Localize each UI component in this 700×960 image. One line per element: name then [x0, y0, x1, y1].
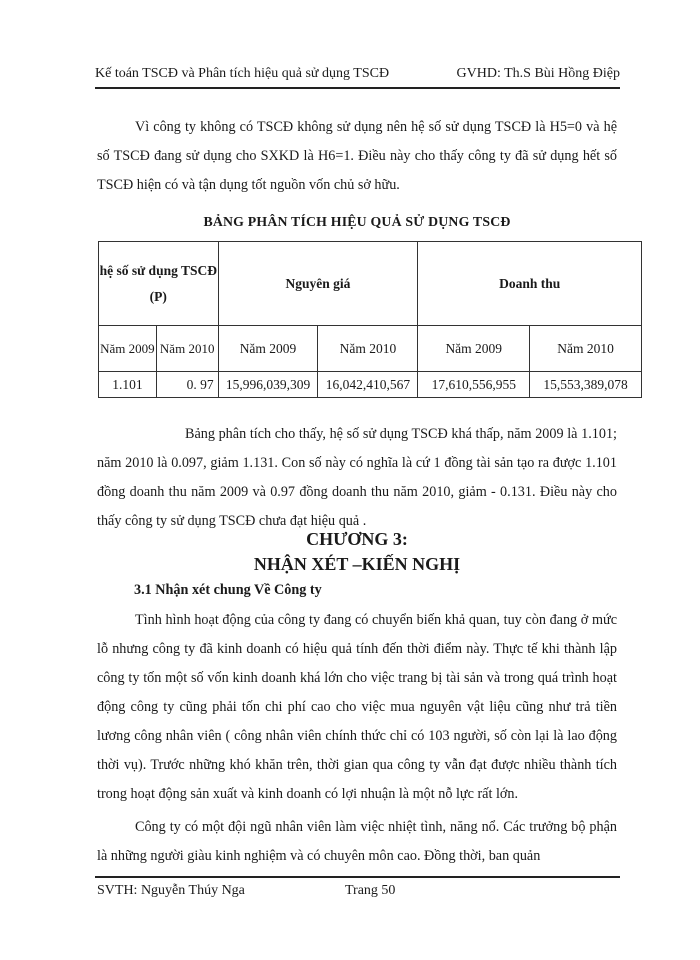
table-header-row — [99, 242, 642, 326]
year-cell: Năm 2010 — [530, 326, 642, 372]
table-year-row — [99, 326, 642, 372]
page-footer — [97, 883, 396, 899]
chapter-number: CHƯƠNG 3: — [306, 529, 408, 549]
year-cell: Năm 2010 — [156, 326, 218, 372]
analysis-table — [98, 241, 642, 398]
section-heading: 3.1 Nhận xét chung Về Công ty — [134, 582, 322, 598]
body-paragraph-1: Tình hình hoạt động của công ty đang có chuyển biến khả quan, tuy còn đang ở mức lỗ nhưng công ty đã kinh doanh có hiệu quả tính đến thời điểm này. Thực tế khi thành lập công ty tốn một số vốn kinh doanh khá lớn cho việc trang bị tài sản và trong quá trình hoạt động công ty cũng phải tốn chi phí cao cho việc mua nguyên vật liệu cũng như trả tiền lương công nhân viên ( công nhân viên chính thức chỉ có 103 người, số còn lại là lao động thời vụ). Trước những khó khăn trên, thời gian qua công ty vẫn đạt được nhiều thành tích trong hoạt động sản xuất và kinh doanh có lợi nhuận là một nỗ lực rất lớn. — [97, 612, 617, 802]
page-number: Trang 50 — [345, 883, 396, 898]
header-advisor: GVHD: Th.S Bùi Hồng Điệp — [456, 66, 620, 81]
header-coefficient: hệ số sử dụng TSCĐ (P) — [99, 242, 219, 326]
footer-author: SVTH: Nguyễn Thúy Nga — [97, 883, 245, 898]
original-cost-2009: 15,996,039,309 — [218, 372, 318, 398]
page-header — [95, 66, 620, 82]
body-paragraph-2: Công ty có một đội ngũ nhân viên làm việc nhiệt tình, năng nổ. Các trưởng bộ phận là những người giàu kinh nghiệm và có chuyên môn cao. Đồng thời, ban quản — [97, 819, 617, 864]
analysis-paragraph: Bảng phân tích cho thấy, hệ số sử dụng TSCĐ khá thấp, năm 2009 là 1.101; năm 2010 là 0.097, giảm 1.131. Con số này có nghĩa là cứ 1 đồng tài sản tạo ra được 1.101 đồng doanh thu năm 2009 và 0.97 đồng doanh thu năm 2010, giảm - 0.131. Điều này cho thấy công ty sử dụng TSCĐ chưa đạt hiệu quả . — [97, 426, 617, 529]
revenue-2010: 15,553,389,078 — [530, 372, 642, 398]
header-divider — [95, 87, 620, 89]
year-cell: Năm 2009 — [99, 326, 157, 372]
year-cell: Năm 2010 — [318, 326, 418, 372]
year-cell: Năm 2009 — [218, 326, 318, 372]
year-cell: Năm 2009 — [418, 326, 530, 372]
original-cost-2010: 16,042,410,567 — [318, 372, 418, 398]
coefficient-2009: 1.101 — [99, 372, 157, 398]
header-original-cost: Nguyên giá — [218, 242, 418, 326]
coefficient-2010: 0. 97 — [156, 372, 218, 398]
footer-divider — [95, 876, 620, 878]
table-title: BẢNG PHÂN TÍCH HIỆU QUẢ SỬ DỤNG TSCĐ — [203, 214, 511, 229]
table-value-row — [99, 372, 642, 398]
chapter-title: NHẬN XÉT –KIẾN NGHỊ — [253, 554, 461, 574]
header-document-title: Kế toán TSCĐ và Phân tích hiệu quả sử dụng TSCĐ — [95, 66, 390, 81]
revenue-2009: 17,610,556,955 — [418, 372, 530, 398]
intro-paragraph: Vì công ty không có TSCĐ không sử dụng nên hệ số sử dụng TSCĐ là H5=0 và hệ số TSCĐ đang sử dụng cho SXKD là H6=1. Điều này cho thấy công ty đã sử dụng hết số TSCĐ hiện có và tận dụng tốt nguồn vốn chủ sở hữu. — [97, 119, 617, 193]
header-revenue: Doanh thu — [418, 242, 642, 326]
